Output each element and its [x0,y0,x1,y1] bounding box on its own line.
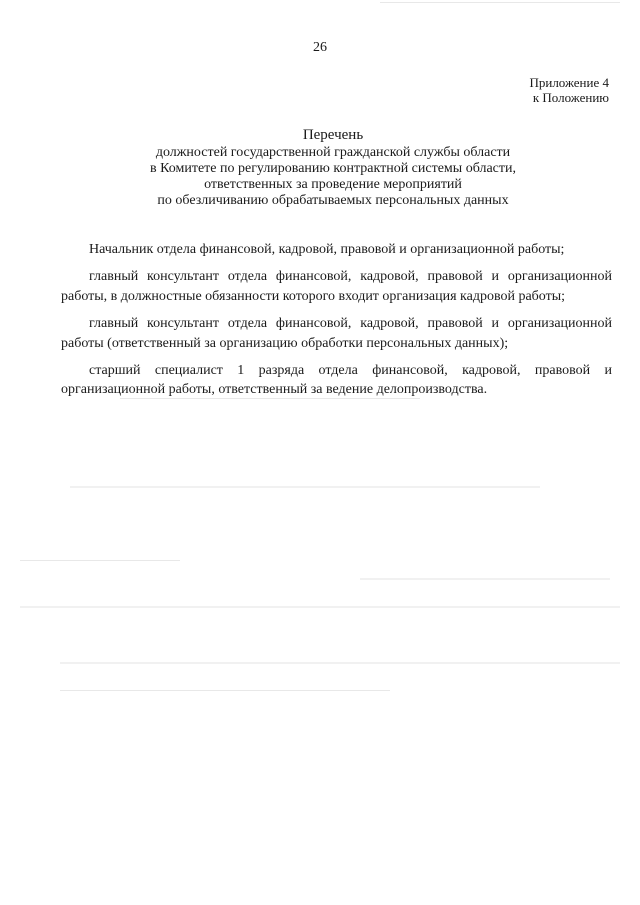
list-item: главный консультант отдела финансовой, кадровой, правовой и организационной работы (ответственный за организацию обработки персональных данных); [61,316,612,351]
scan-artifact [60,662,620,664]
appendix-reference [529,75,609,105]
title-line: должностей государственной гражданской службы области [155,145,511,160]
scan-artifact [20,606,620,608]
document-title [0,127,640,209]
page-number: 26 [313,40,327,55]
appendix-line-2: к Положению [532,90,609,105]
positions-list [61,240,612,408]
scan-artifact [380,2,620,3]
list-item: Начальник отдела финансовой, кадровой, правовой и организационной работы; [89,242,565,257]
title-line: в Комитете по регулированию контрактной системы области, [149,161,517,176]
scan-artifact [70,486,540,488]
scan-artifact [60,690,390,691]
scan-artifact [20,560,180,561]
scan-artifact [360,578,610,580]
title-line: ответственных за проведение мероприятий [204,177,462,192]
title-line: по обезличиванию обрабатываемых персональных данных [157,193,509,208]
list-item: старший специалист 1 разряда отдела финансовой, кадровой, правовой и организационной работы, ответственный за ведение делопроизводства. [61,363,612,398]
list-item: главный консультант отдела финансовой, кадровой, правовой и организационной работы, в должностные обязанности которого входит организация кадровой работы; [61,269,612,304]
appendix-line-1: Приложение 4 [529,75,609,90]
title-heading: Перечень [302,127,364,143]
